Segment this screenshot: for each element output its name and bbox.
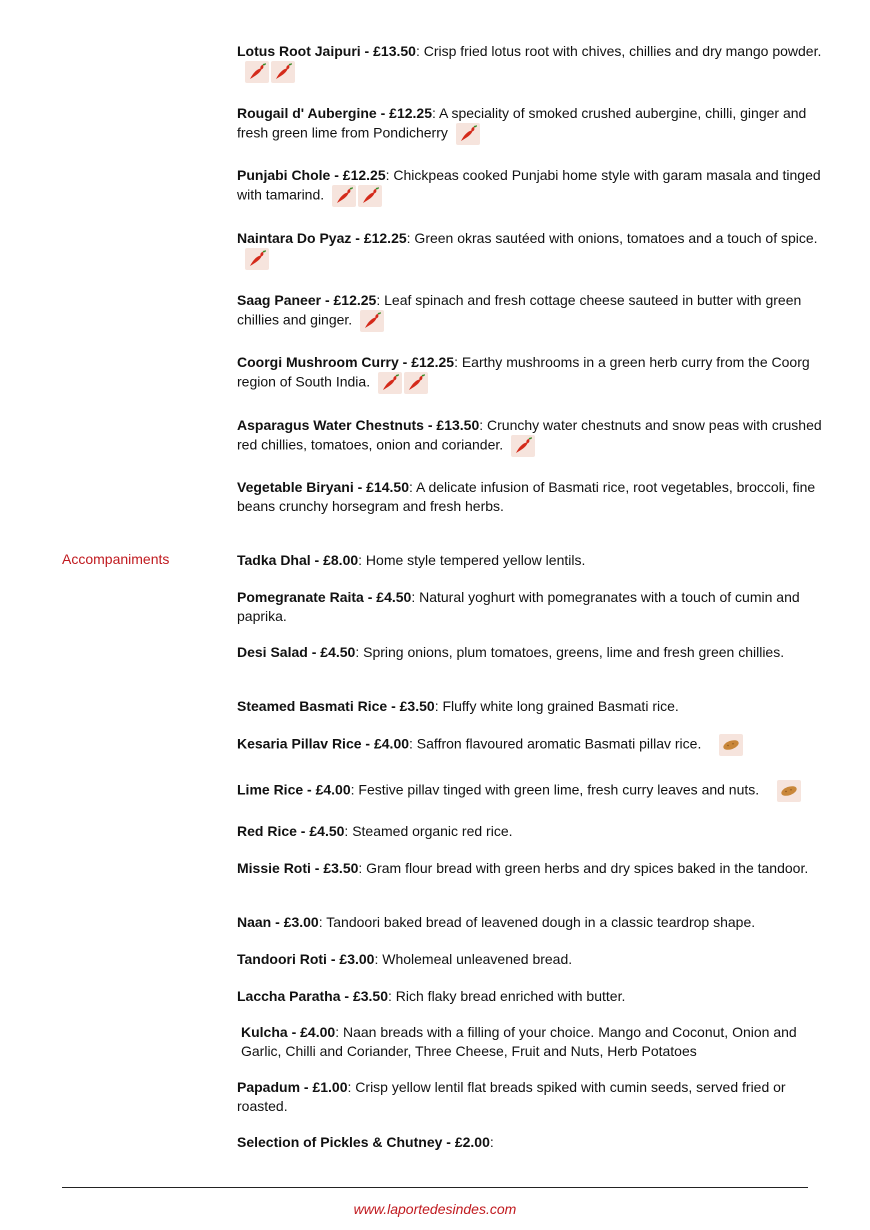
menu-item-price: £12.25 — [411, 354, 455, 370]
menu-item — [237, 291, 827, 332]
menu-item-title: Asparagus Water Chestnuts - £13.50 — [237, 417, 480, 433]
chilli-icon — [378, 372, 402, 394]
menu-item-price: £1.00 — [312, 1079, 348, 1095]
menu-item-name: Coorgi Mushroom Curry — [237, 354, 399, 370]
chilli-icon — [511, 435, 535, 457]
menu-item-icons — [332, 185, 384, 207]
menu-item-icons — [360, 310, 386, 332]
menu-item — [237, 1078, 827, 1116]
menu-item-title: Desi Salad - £4.50 — [237, 644, 356, 660]
menu-item-price: £3.00 — [283, 914, 319, 930]
menu-item-name: Vegetable Biryani — [237, 479, 354, 495]
menu-item-description: : Fluffy white long grained Basmati rice. — [434, 698, 679, 714]
menu-item — [237, 697, 827, 716]
menu-item-icons — [719, 734, 745, 756]
menu-item-name: Missie Roti — [237, 860, 311, 876]
menu-item-name: Rougail d' Aubergine — [237, 105, 377, 121]
menu-item-name: Punjabi Chole — [237, 167, 331, 183]
menu-item-name: Pomegranate Raita — [237, 589, 364, 605]
menu-item-name: Tadka Dhal — [237, 552, 311, 568]
menu-item-name: Steamed Basmati Rice — [237, 698, 388, 714]
menu-item-icons — [511, 435, 537, 457]
menu-item-price: £13.50 — [373, 43, 416, 59]
menu-item-name: Lime Rice — [237, 781, 304, 798]
menu-item-description: : Spring onions, plum tomatoes, greens, lime and fresh green chillies. — [355, 644, 785, 660]
chilli-icon — [245, 248, 269, 270]
menu-item-description: : Wholemeal unleavened bread. — [374, 951, 573, 967]
menu-item-price: £4.50 — [309, 823, 345, 839]
menu-item-description: : — [489, 1134, 494, 1150]
menu-item-description: : Chickpeas cooked Punjabi home style with garam masala and tinged with tamarind. — [237, 167, 821, 203]
menu-item — [237, 913, 827, 932]
menu-item-description: : Crisp fried lotus root with chives, chillies and dry mango powder. — [415, 43, 822, 59]
menu-item-name: Papadum — [237, 1079, 301, 1095]
menu-item-icons — [456, 123, 482, 145]
menu-item-description: : Rich flaky bread enriched with butter. — [388, 988, 626, 1004]
menu-item-description: : A speciality of smoked crushed aubergine, chilli, ginger and fresh green lime from Pondicherry — [237, 105, 807, 141]
menu-item-title: Naintara Do Pyaz - £12.25 — [237, 230, 407, 246]
menu-item-price: £3.50 — [323, 860, 359, 876]
menu-item-name: Lotus Root Jaipuri — [237, 43, 361, 59]
menu-item-name: Kesaria Pillav Rice — [237, 735, 362, 752]
menu-item-price: £3.50 — [352, 988, 388, 1004]
menu-item-name: Selection of Pickles & Chutney — [237, 1134, 443, 1150]
menu-item-icons — [378, 372, 430, 394]
menu-item-name: Tandoori Roti — [237, 951, 327, 967]
menu-item-price: £12.25 — [342, 167, 386, 183]
menu-item-description: : Saffron flavoured aromatic Basmati pillav rice. — [409, 735, 702, 752]
menu-item-description: : Natural yoghurt with pomegranates with a touch of cumin and paprika. — [237, 589, 800, 624]
menu-item-description: : Steamed organic red rice. — [344, 823, 513, 839]
chilli-icon — [404, 372, 428, 394]
chilli-icon — [332, 185, 356, 207]
menu-item-name: Laccha Paratha — [237, 988, 341, 1004]
menu-item-price: £4.00 — [300, 1024, 336, 1040]
menu-item — [237, 1133, 827, 1152]
menu-item-title: Tadka Dhal - £8.00 — [237, 552, 359, 568]
menu-item-price: £13.50 — [436, 417, 480, 433]
menu-item-price: £4.00 — [373, 735, 410, 752]
menu-item — [237, 353, 827, 394]
menu-item — [241, 1023, 831, 1061]
menu-item-title: Coorgi Mushroom Curry - £12.25 — [237, 354, 455, 370]
menu-item — [237, 950, 827, 969]
menu-item — [237, 166, 827, 207]
menu-item-price: £4.00 — [315, 781, 351, 798]
menu-item-price: £3.00 — [339, 951, 375, 967]
menu-item — [237, 987, 827, 1006]
menu-item-name: Kulcha — [241, 1024, 288, 1040]
menu-item — [237, 478, 827, 516]
menu-item-title: Kesaria Pillav Rice - £4.00 — [237, 735, 410, 752]
menu-item-title: Saag Paneer - £12.25 — [237, 292, 377, 308]
menu-item-description: : Tandoori baked bread of leavened dough in a classic teardrop shape. — [318, 914, 756, 930]
menu-item-description: : Green okras sautéed with onions, tomatoes and a touch of spice. — [406, 230, 818, 246]
footer-divider — [62, 1187, 808, 1188]
nut-icon — [777, 780, 801, 802]
menu-item-description: : Festive pillav tinged with green lime, fresh curry leaves and nuts. — [350, 781, 760, 798]
menu-item-title: Naan - £3.00 — [237, 914, 319, 930]
menu-item-description: : Crisp yellow lentil flat breads spiked with cumin seeds, served fried or roasted. — [237, 1079, 786, 1114]
menu-item-title: Missie Roti - £3.50 — [237, 860, 359, 876]
chilli-icon — [271, 61, 295, 83]
menu-item-title: Rougail d' Aubergine - £12.25 — [237, 105, 432, 121]
menu-item-icons — [245, 61, 297, 83]
menu-item — [237, 859, 827, 878]
footer-website-link[interactable]: www.laportedesindes.com — [353, 1201, 517, 1217]
menu-item-title: Laccha Paratha - £3.50 — [237, 988, 388, 1004]
menu-item-name: Red Rice — [237, 823, 297, 839]
menu-item — [237, 734, 827, 756]
menu-item-description: : Gram flour bread with green herbs and dry spices baked in the tandoor. — [358, 860, 809, 876]
menu-item-price: £4.50 — [376, 589, 412, 605]
nut-icon — [719, 734, 743, 756]
menu-item — [237, 588, 827, 626]
menu-item-title: Lime Rice - £4.00 — [237, 781, 351, 798]
chilli-icon — [456, 123, 480, 145]
menu-item-description: : Leaf spinach and fresh cottage cheese sauteed in butter with green chillies and ginger. — [237, 292, 802, 328]
chilli-icon — [245, 61, 269, 83]
menu-item-title: Pomegranate Raita - £4.50 — [237, 589, 412, 605]
menu-item — [237, 104, 827, 145]
menu-item — [237, 229, 827, 270]
menu-item-title: Steamed Basmati Rice - £3.50 — [237, 698, 435, 714]
menu-item-title: Lotus Root Jaipuri - £13.50 — [237, 43, 416, 59]
menu-item-title: Punjabi Chole - £12.25 — [237, 167, 386, 183]
menu-item — [237, 822, 827, 841]
menu-item-title: Tandoori Roti - £3.00 — [237, 951, 375, 967]
menu-item — [237, 643, 827, 662]
menu-item-price: £4.50 — [320, 644, 356, 660]
chilli-icon — [358, 185, 382, 207]
menu-item-price: £2.00 — [454, 1134, 490, 1150]
menu-item-name: Asparagus Water Chestnuts — [237, 417, 424, 433]
menu-item-title: Vegetable Biryani - £14.50 — [237, 479, 409, 495]
menu-item-name: Naintara Do Pyaz — [237, 230, 352, 246]
menu-item-title: Papadum - £1.00 — [237, 1079, 348, 1095]
menu-item-price: £14.50 — [366, 479, 409, 495]
menu-item-description: : Home style tempered yellow lentils. — [358, 552, 586, 568]
chilli-icon — [360, 310, 384, 332]
menu-item-price: £12.25 — [389, 105, 432, 121]
menu-item — [237, 416, 827, 457]
menu-item — [237, 780, 827, 802]
menu-item-price: £12.25 — [363, 230, 407, 246]
section-label-accompaniments: Accompaniments — [62, 551, 170, 567]
menu-item-price: £12.25 — [333, 292, 377, 308]
menu-item — [237, 551, 827, 570]
menu-item-icons — [777, 780, 803, 802]
menu-item-description: : Earthy mushrooms in a green herb curry from the Coorg region of South India. — [237, 354, 810, 390]
menu-item-description: : Crunchy water chestnuts and snow peas with crushed red chillies, tomatoes, onion and coriander. — [237, 417, 822, 453]
menu-item-name: Saag Paneer — [237, 292, 322, 308]
menu-item-title: Red Rice - £4.50 — [237, 823, 345, 839]
menu-item — [237, 42, 827, 83]
menu-item-price: £3.50 — [399, 698, 435, 714]
menu-item-description: : Naan breads with a filling of your choice. Mango and Coconut, Onion and Garlic, Chilli and Coriander, Three Cheese, Fruit and Nuts, Herb Potatoes — [241, 1024, 797, 1059]
menu-item-title: Selection of Pickles & Chutney - £2.00 — [237, 1134, 490, 1150]
menu-item-name: Naan — [237, 914, 272, 930]
menu-item-description: : A delicate infusion of Basmati rice, root vegetables, broccoli, fine beans crunchy horsegram and fresh herbs. — [237, 479, 816, 514]
menu-item-price: £8.00 — [323, 552, 359, 568]
menu-item-icons — [245, 248, 271, 270]
menu-item-title: Kulcha - £4.00 — [241, 1024, 336, 1040]
menu-item-name: Desi Salad — [237, 644, 308, 660]
